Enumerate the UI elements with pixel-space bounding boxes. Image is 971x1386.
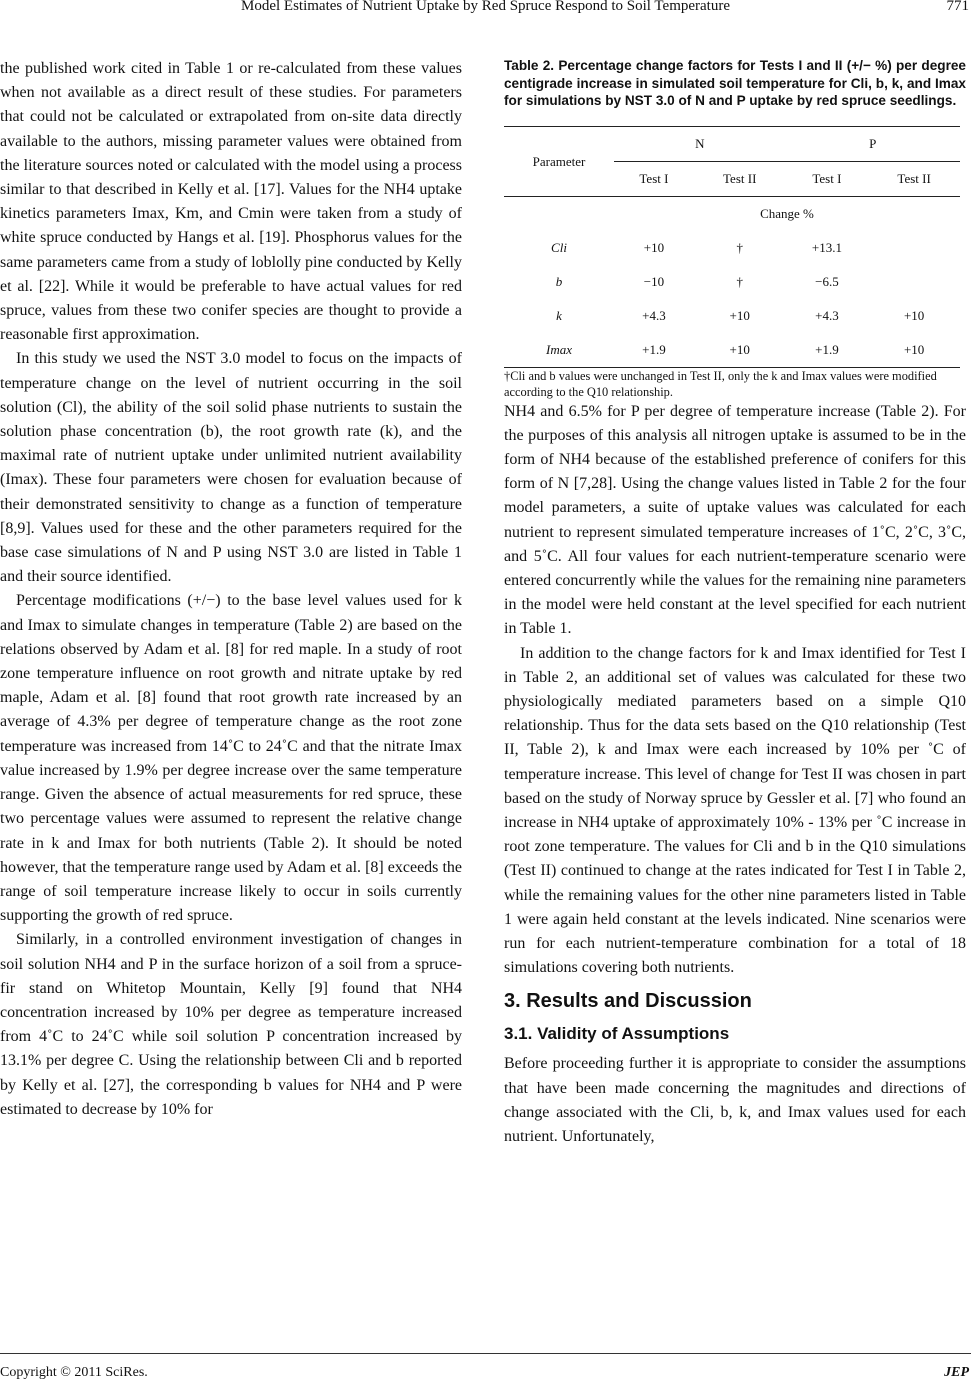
table-footnote: †Cli and b values were unchanged in Test II, only the k and Imax values were modified according to the Q10 relationship. — [504, 368, 937, 399]
table-group-header: N — [614, 126, 786, 161]
table-cell: +10 — [729, 308, 750, 323]
section-heading: 3. Results and Discussion — [504, 990, 752, 1013]
table-param-cell: Imax — [504, 333, 614, 368]
table-cell: † — [736, 240, 743, 255]
table-group-header: P — [786, 126, 960, 161]
table-cell: † — [736, 274, 743, 289]
table-header-parameter: Parameter — [504, 126, 614, 196]
table-caption: Table 2. Percentage change factors for Tests I and II (+/− %) per degree centigrade increase in simulated soil temperature for Cli, b, k, and Imax for simulations by NST 3.0 of N and P uptake by red spruce seedlings. — [504, 58, 966, 108]
table-param-cell: k — [556, 308, 562, 323]
body-paragraph: Percentage modifications (+/−) to the base level values used for k and Imax to simulate changes in temperature (Table 2) are based on the relations observed by Adam et al. [8] for red maple. In a study of root zone temperature influence on root growth and nitrate uptake by red maple, Adam et al. [8] found that root growth rate increased by an average of 4.3% per degree of temperature change as the root zone temperature was increased from 14˚C to 24˚C and that the nitrate Imax value increased by 1.9% per degree increase over the same temperature range. Given the absence of actual measurements for red spruce, these two percentage values were assumed to represent the relative change rate in k and Imax for both nutrients (Table 2). It should be noted however, that the temperature range used by Adam et al. [8] exceeds the range of soil temperature increase likely to occur in soils currently supporting the growth of red spruce. — [0, 592, 462, 925]
table-cell: +1.9 — [614, 333, 694, 368]
table-test-header: Test I — [786, 161, 869, 196]
table-row — [504, 265, 960, 299]
table-test-header: Test II — [694, 161, 786, 196]
table-cell: −6.5 — [815, 274, 839, 289]
running-title: Model Estimates of Nutrient Uptake by Red Spruce Respond to Soil Temperature — [241, 0, 730, 14]
table-change-label: Change % — [614, 196, 960, 231]
table-row — [504, 333, 960, 368]
body-paragraph: In addition to the change factors for k and Imax identified for Test I in Table 2, an additional set of values was calculated for these two physiologically mediated parameters based on a simple Q10 relationship. Thus for the data sets based on the Q10 relationship (Test II, Table 2), k and Imax were each increased by 10% per ˚C of temperature increase. This level of change for Test II was chosen in part based on the study of Norway spruce by Gessler et al. [7] who found an increase in NH4 uptake of approximately 10% - 13% per ˚C increase in root zone temperature. The values for Cli and b in the Q10 simulations (Test II) continued to change at the rates indicated for Test I in Table 2, while the remaining values for the other nine parameters listed in Table 1 were again held constant at the levels indicated. Nine scenarios were run for each nutrient-temperature combination for a total of 18 simulations covering both nutrients. — [504, 644, 966, 977]
running-header — [0, 0, 971, 22]
page-number: 771 — [946, 0, 969, 14]
table-cell — [868, 231, 960, 265]
page-footer — [0, 1353, 971, 1386]
body-paragraph: the published work cited in Table 1 or re-calculated from these values when not available as a direct result of these studies. For parameters that could not be calculated or extrapolated from on-site data directly available to the authors, missing parameter values were obtained from the literature sources noted or calculated with the model using a process similar to that described in Kelly et al. [17]. Values for the NH4 uptake kinetics parameters Imax, Km, and Cmin were taken from a study of white spruce conducted by Hangs et al. [19]. Phosphorus values for the same parameters came from a study of loblolly pine conducted by Kelly et al. [22]. While it would be preferable to have actual values for red spruce, values from these two conifer species are thought to provide a reasonable first approximation. — [0, 60, 462, 344]
table-cell: +10 — [643, 240, 665, 255]
subsection-heading: 3.1. Validity of Assumptions — [504, 1024, 730, 1044]
table-cell: +10 — [903, 308, 925, 323]
table-test-header: Test II — [868, 161, 960, 196]
journal-abbrev: JEP — [944, 1365, 969, 1380]
body-paragraph: Before proceeding further it is appropriate to consider the assumptions that have been made concerning the magnitudes and directions of change associated with the Cli, b, k, and Imax values used for each nutrient. Unfortunately, — [504, 1055, 966, 1145]
table-param-cell: Cli — [551, 240, 567, 255]
body-paragraph: NH4 and 6.5% for P per degree of temperature increase (Table 2). For the purposes of this analysis all nitrogen uptake is assumed to be in the form of NH4 because of the established preference of conifers for this form of N [7,28]. Using the change values listed in Table 2 for the four model parameters, a suite of uptake values was calculated for each nutrient to represent simulated temperature increases of 1˚C, 2˚C, 3˚C, and 5˚C. All four values for each nutrient-temperature scenario were entered concurrently while the values for the remaining nine parameters in the model were held constant at the level specified for each nutrient in Table 1. — [504, 402, 966, 638]
table-cell — [868, 265, 960, 299]
table-param-cell: b — [555, 274, 563, 289]
table-cell: +1.9 — [786, 333, 869, 368]
body-paragraph: In this study we used the NST 3.0 model to focus on the impacts of temperature change on the level of nutrient occurring in the soil solution (Cl), the ability of the soil solid phase nutrients to sustain the solution phase concentration (b), the root growth rate (k), and the maximal rate of nutrient uptake under unlimited nutrient availability (Imax). These four parameters were chosen for evaluation because of their demonstrated sensitivity to change as a function of temperature [8,9]. Values used for these and the other parameters required for the base case simulations of N and P using NST 3.0 are listed in Table 1 and their source identified. — [0, 350, 462, 586]
table-cell: +10 — [694, 333, 786, 368]
table-test-header: Test I — [614, 161, 694, 196]
table-2 — [504, 126, 960, 368]
table-cell: +4.3 — [642, 308, 666, 323]
right-column — [504, 57, 966, 1149]
body-paragraph: Similarly, in a controlled environment investigation of changes in soil solution NH4 and P in the surface horizon of a soil from a spruce-fir stand on Whitetop Mountain, Kelly [9] found that NH4 concentration increased by 10% per degree as temperature increased from 4˚C to 24˚C while soil solution P concentration increased by 13.1% per degree C. Using the relationship between Cli and b reported by Kelly et al. [27], the corresponding b values for NH4 and P were estimated to decrease by 10% for — [0, 931, 462, 1118]
table-cell: +4.3 — [815, 308, 839, 323]
copyright-notice: Copyright © 2011 SciRes. — [0, 1365, 148, 1380]
table-row — [504, 231, 960, 265]
footer-rule — [0, 1353, 971, 1354]
left-column — [0, 57, 462, 1122]
table-cell: −10 — [643, 274, 665, 289]
table-cell: +13.1 — [811, 240, 842, 255]
table-row — [504, 299, 960, 333]
table-cell: +10 — [868, 333, 960, 368]
